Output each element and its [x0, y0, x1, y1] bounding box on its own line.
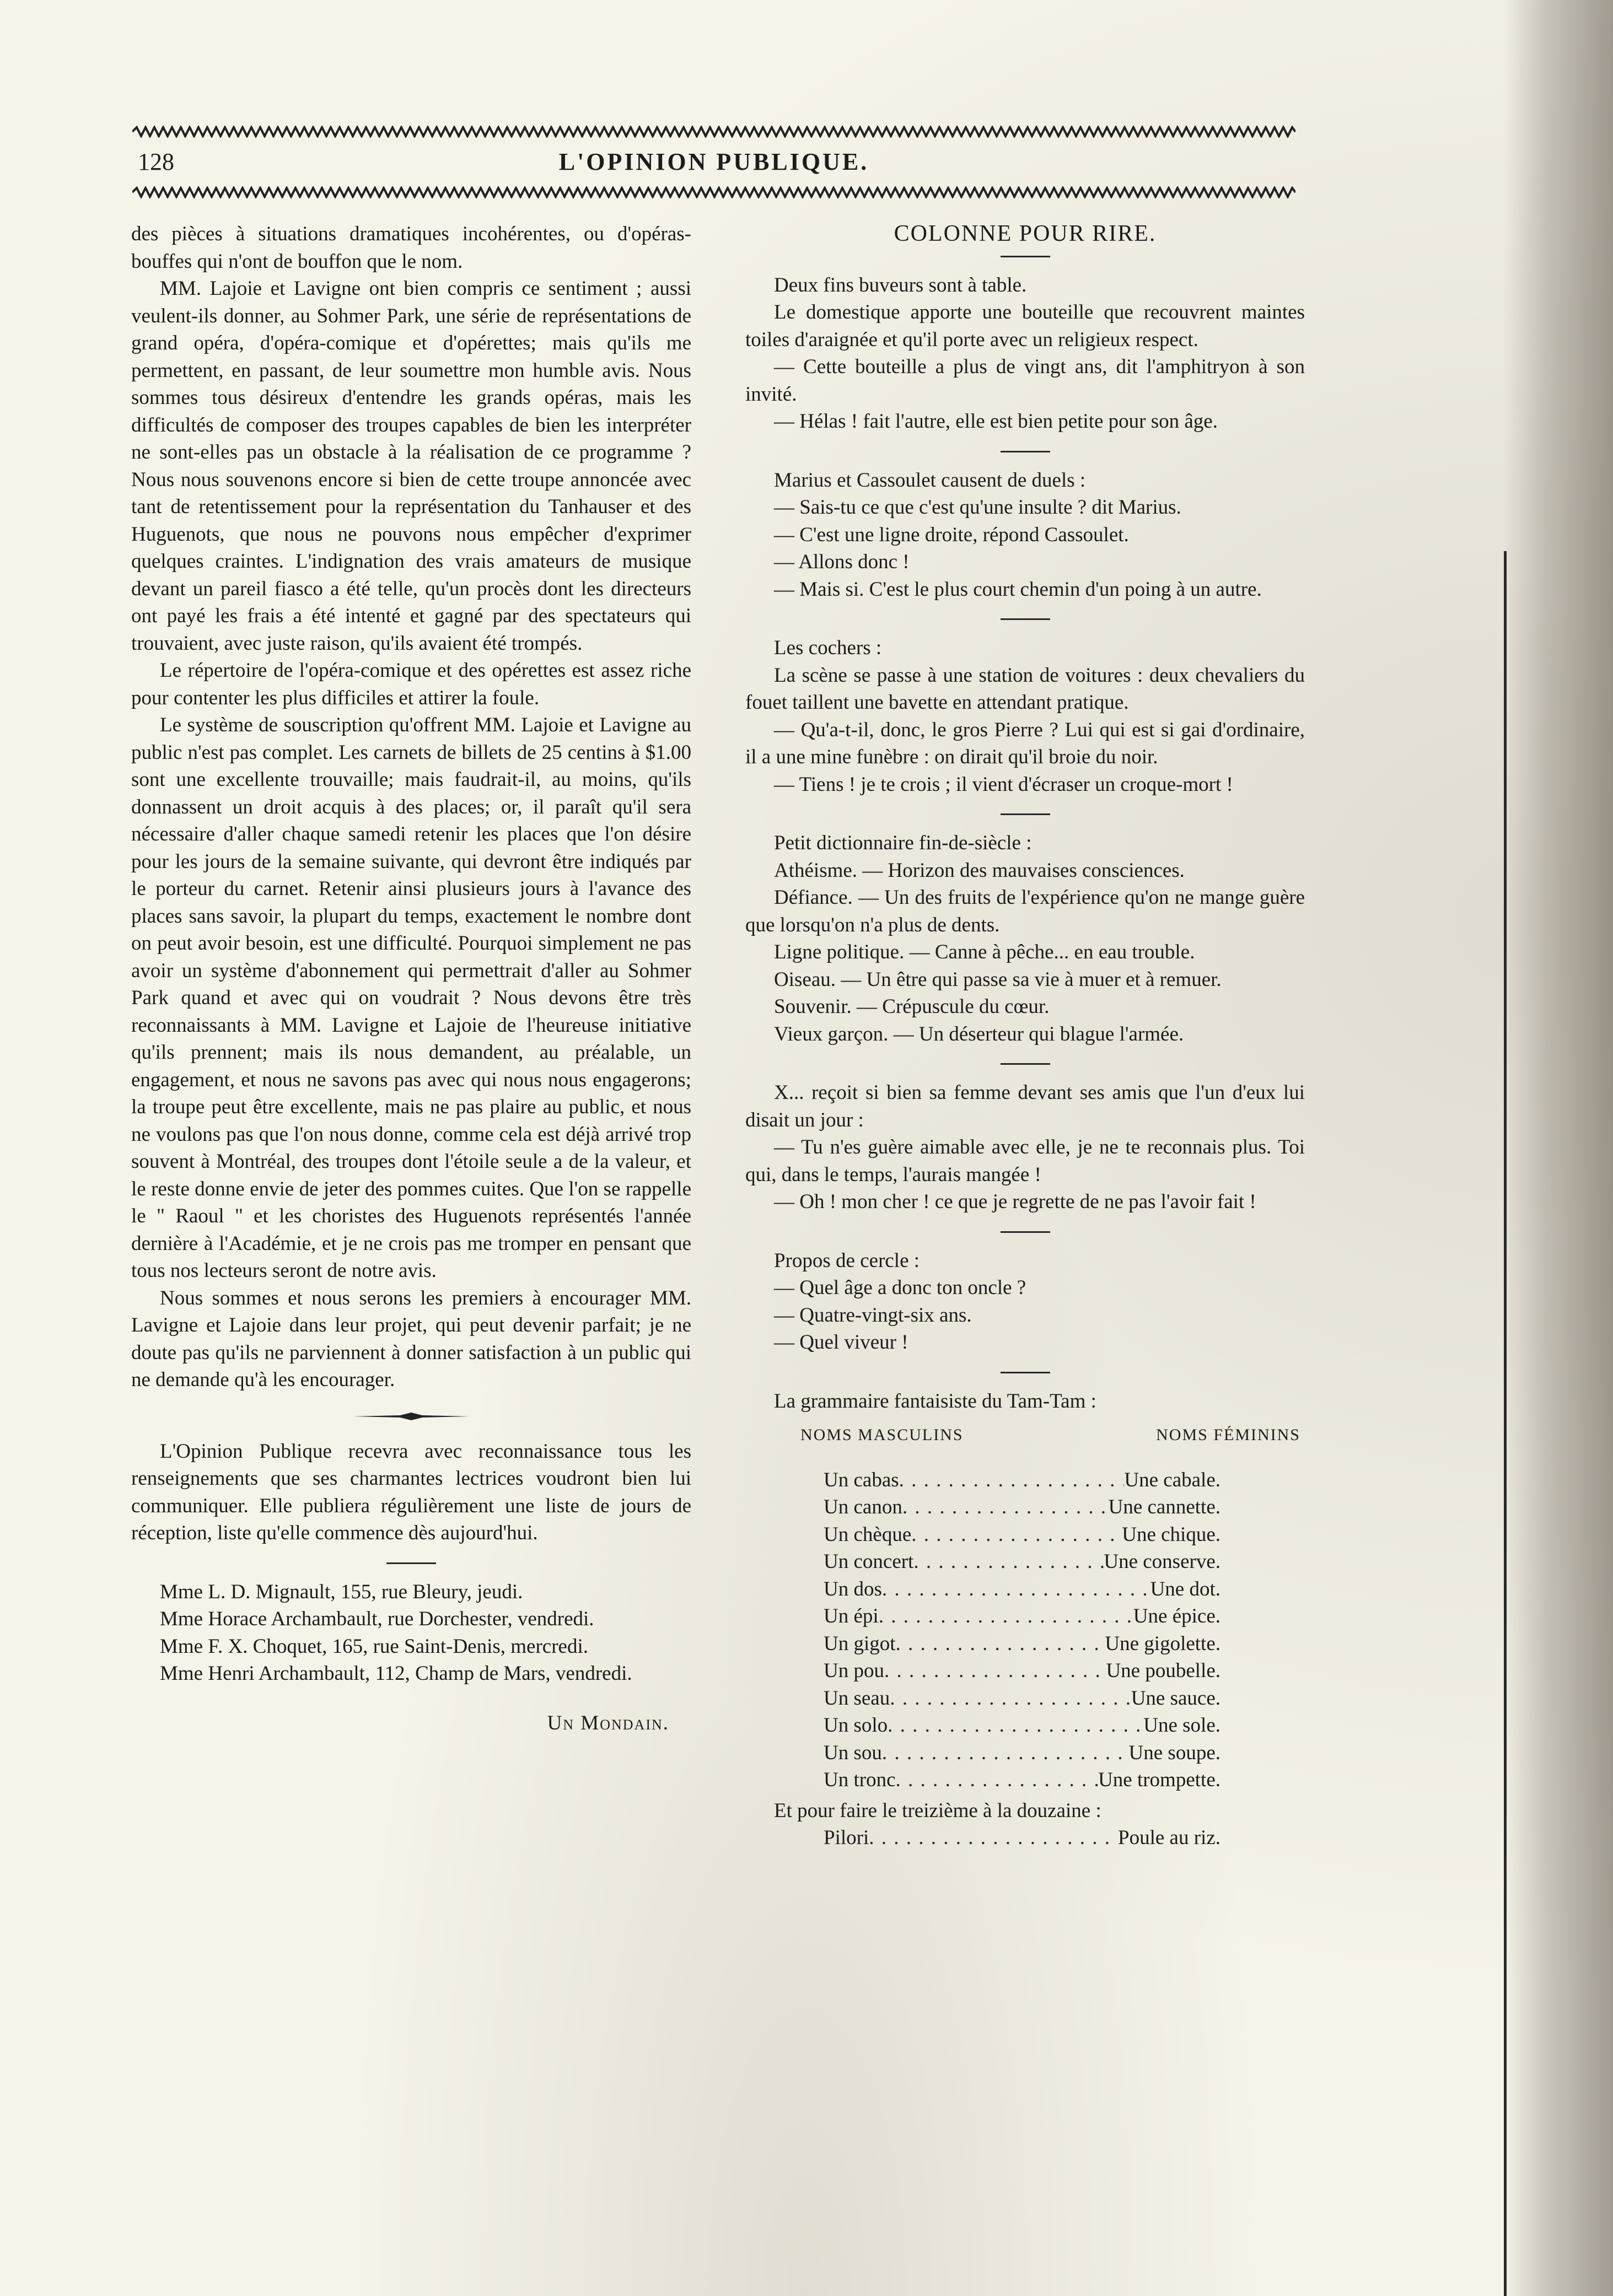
joke-line: — Quel âge a donc ton oncle ?: [774, 1276, 1026, 1299]
dot-leader: [884, 1657, 1106, 1685]
masculine-noun: Pilori: [824, 1826, 869, 1849]
joke-line: — Quatre-vingt-six ans.: [774, 1303, 972, 1327]
article-paragraph: Nous sommes et nous serons les premiers à encourager MM. Lavigne et Lajoie dans leur projet, qui peut devenir parfait; je ne doute pas qu'ils ne parviennent à donner satisfaction à un public qui ne demande qu'à les encourager.: [131, 1286, 691, 1391]
dictionary-line: Vieux garçon. — Un déserteur qui blague l'armée.: [774, 1022, 1184, 1045]
grammar-intro: La grammaire fantaisiste du Tam-Tam :: [774, 1389, 1096, 1413]
joke-line: — Mais si. C'est le plus court chemin d'un poing à un autre.: [774, 578, 1262, 601]
grammar-table-header: [745, 1421, 1305, 1449]
article-paragraph: des pièces à situations dramatiques incohérentes, ou d'opéras-bouffes qui n'ont de bouffon que le nom.: [131, 223, 691, 273]
left-column: [131, 220, 691, 1737]
feminine-noun: Une gigolette.: [1105, 1632, 1220, 1655]
joke-line: — Tu n'es guère aimable avec elle, je ne te reconnais plus. Toi qui, dans le temps, l'aurais mangée !: [745, 1136, 1305, 1186]
header-wavy-rule-bottom: [132, 186, 1295, 198]
reception-list: [131, 1578, 691, 1688]
page-number: 128: [138, 148, 174, 175]
dictionary-line: Ligne politique. — Canne à pêche... en eau trouble.: [774, 941, 1195, 963]
notice-paragraph: L'Opinion Publique recevra avec reconnaissance tous les renseignements que ses charmantes lectrices voudront bien lui communiquer. Elle publiera régulièrement une liste de jours de réception, liste qu'elle commence dès aujourd'hui.: [131, 1440, 691, 1544]
section-divider: [1001, 1231, 1050, 1233]
section-divider: [1001, 256, 1050, 257]
grammar-row: [824, 1630, 1220, 1658]
section-divider: [1001, 1063, 1050, 1065]
grammar-table-extra: [824, 1824, 1220, 1852]
joke-line: — Tiens ! je te crois ; il vient d'écraser un croque-mort !: [774, 773, 1233, 796]
masculine-noun: Un concert: [824, 1550, 914, 1573]
feminine-noun: Une dot.: [1150, 1577, 1220, 1600]
grammar-row: [824, 1603, 1220, 1630]
masculine-noun: Un sou: [824, 1741, 882, 1764]
dot-leader: [890, 1685, 1131, 1712]
joke-line: X... reçoit si bien sa femme devant ses amis que l'un d'eux lui disait un jour :: [745, 1081, 1305, 1131]
feminine-noun: Une sole.: [1143, 1714, 1220, 1737]
dot-leader: [896, 1766, 1099, 1794]
dictionary-line: Souvenir. — Crépuscule du cœur.: [774, 995, 1050, 1018]
feminine-noun: Une cannette.: [1108, 1496, 1220, 1518]
masculine-noun: Un dos: [824, 1577, 882, 1600]
dictionary-line: Oiseau. — Un être qui passe sa vie à muer et à remuer.: [774, 968, 1222, 991]
ornament-divider: [353, 1413, 469, 1420]
joke-line: Deux fins buveurs sont à table.: [774, 273, 1027, 297]
grammar-row: [824, 1739, 1220, 1767]
joke-line: — Oh ! mon cher ! ce que je regrette de ne pas l'avoir fait !: [774, 1190, 1256, 1213]
grammar-row: [824, 1657, 1220, 1685]
grammar-row: [824, 1824, 1220, 1852]
feminine-noun: Une cabale.: [1124, 1468, 1220, 1491]
joke-line: — Sais-tu ce que c'est qu'une insulte ? dit Marius.: [774, 496, 1181, 519]
grammar-row: [824, 1494, 1220, 1521]
column-title: COLONNE POUR RIRE.: [894, 221, 1157, 246]
grammar-row: [824, 1685, 1220, 1712]
grammar-row: [824, 1548, 1220, 1576]
dozen-intro: Et pour faire le treizième à la douzaine :: [774, 1799, 1101, 1822]
dot-leader: [882, 1576, 1150, 1603]
section-divider: [386, 1562, 436, 1564]
dot-leader: [888, 1712, 1143, 1739]
reception-entry: Mme Henri Archambault, 112, Champ de Mars, vendredi.: [160, 1662, 632, 1685]
dictionary-line: Athéisme. — Horizon des mauvaises consciences.: [774, 859, 1185, 882]
section-divider: [1001, 618, 1050, 620]
feminine-noun: Une trompette.: [1098, 1769, 1220, 1791]
joke-line: — Hélas ! fait l'autre, elle est bien petite pour son âge.: [774, 410, 1218, 433]
feminine-noun: Poule au riz.: [1118, 1826, 1220, 1849]
masculine-noun: Un seau: [824, 1686, 890, 1710]
right-column: [745, 220, 1305, 1852]
dot-leader: [882, 1739, 1129, 1767]
grammar-row: [824, 1521, 1220, 1549]
grammar-row: [824, 1467, 1220, 1494]
joke-line: — Qu'a-t-il, donc, le gros Pierre ? Lui qui est si gai d'ordinaire, il a une mine funèbre : on dirait qu'il broie du noir.: [745, 718, 1305, 768]
header-masculine: NOMS MASCULINS: [800, 1426, 964, 1444]
masculine-noun: Un pou: [824, 1659, 884, 1682]
joke-line: Le domestique apporte une bouteille que recouvrent maintes toiles d'araignée et qu'il porte avec un religieux respect.: [745, 301, 1305, 351]
dot-leader: [879, 1603, 1133, 1630]
joke-line: La scène se passe à une station de voitures : deux chevaliers du fouet taillent une bavette en attendant pratique.: [745, 664, 1305, 714]
masculine-noun: Un cabas: [824, 1468, 899, 1491]
section-divider: [1001, 813, 1050, 815]
dot-leader: [913, 1548, 1104, 1576]
masculine-noun: Un tronc: [824, 1769, 896, 1791]
article-paragraph: MM. Lajoie et Lavigne ont bien compris ce sentiment ; aussi veulent-ils donner, au Sohmer Park, une série de représentations de grand opéra, d'opéra-comique et d'opérettes; mais qu'ils me permettent, en passant, de leur soumettre mon humble avis. Nous sommes tous désireux d'entendre les grands opéras, mais les difficultés de composer des troupes capables de bien les interpréter ne sont-elles pas un obstacle à la réalisation de ce programme ? Nous nous souvenons encore si bien de cette troupe annoncée avec tant de retentissement pour la représentation du Tanhauser et des Huguenots, que nous ne pouvons nous empêcher d'exprimer quelques craintes. L'indignation des vrais amateurs de musique devant un pareil fiasco a été telle, qu'un procès dont les directeurs ont payé les frais a été intenté et gagné par des spectateurs qui trouvaient, avec juste raison, qu'ils avaient été trompés.: [131, 277, 691, 655]
joke-line: Les cochers :: [774, 637, 882, 659]
dot-leader: [869, 1824, 1118, 1852]
grammar-row: [824, 1766, 1220, 1794]
joke-line: — Allons donc !: [774, 551, 910, 573]
feminine-noun: Une poubelle.: [1106, 1659, 1220, 1682]
dot-leader: [902, 1494, 1109, 1521]
binding-edge: [1504, 551, 1507, 2296]
masculine-noun: Un gigot: [824, 1632, 896, 1655]
reception-entry: Mme Horace Archambault, rue Dorchester, vendredi.: [160, 1608, 594, 1630]
joke-line: — Cette bouteille a plus de vingt ans, dit l'amphitryon à son invité.: [745, 355, 1305, 406]
binding-shadow: [1503, 0, 1613, 2296]
feminine-noun: Une épice.: [1133, 1605, 1220, 1627]
grammar-table: [824, 1467, 1220, 1794]
feminine-noun: Une sauce.: [1131, 1686, 1220, 1710]
feminine-noun: Une conserve.: [1104, 1550, 1220, 1573]
header-feminine: NOMS FÉMININS: [1156, 1426, 1300, 1444]
grammar-row: [824, 1712, 1220, 1739]
dot-leader: [911, 1521, 1122, 1549]
masculine-noun: Un chèque: [824, 1523, 912, 1546]
joke-line: Marius et Cassoulet causent de duels :: [774, 468, 1086, 492]
journal-title: L'OPINION PUBLIQUE.: [558, 148, 869, 175]
feminine-noun: Une chique.: [1122, 1523, 1220, 1546]
reception-entry: Mme F. X. Choquet, 165, rue Saint-Denis, mercredi.: [160, 1635, 588, 1658]
masculine-noun: Un épi: [824, 1605, 879, 1627]
header-wavy-rule-top: [132, 126, 1295, 138]
section-divider: [1001, 1372, 1050, 1373]
article-paragraph: Le système de souscription qu'offrent MM. Lajoie et Lavigne au public n'est pas complet. Les carnets de billets de 25 centins à $1.00 sont une excellente trouvaille; mais faudrait-il, au moins, qu'ils donnassent un droit acquis à des places; or, il paraît qu'il sera nécessaire d'aller chaque samedi retenir les places que l'on désire pour les jours de la semaine suivante, qui devront être indiqués par le porteur du carnet. Retenir ainsi plusieurs jours à l'avance des places sans savoir, la plupart du temps, exactement le nombre dont on peut avoir besoin, est une difficulté. Pourquoi simplement ne pas avoir un système d'abonnement qui permettrait d'aller au Sohmer Park quand et avec qui on voudrait ? Nous devons être très reconnaissants à MM. Lavigne et Lajoie de l'heureuse initiative qu'ils prennent; mais ils nous demandent, au préalable, un engagement, et nous ne savons pas avec qui nous nous engagerons; la troupe peut être excellente, mais ne pas plaire au public, et nous ne voulons pas que l'on nous donne, comme cela est déjà arrivé trop souvent à Montréal, des troupes dont l'étoile seule a de la valeur, et le reste donne envie de jeter des pommes cuites. Que l'on se rappelle le " Raoul " et les choristes des Huguenots représentés l'année dernière à l'Académie, et je ne crois pas me tromper en pensant que tous nos lecteurs seront de notre avis.: [131, 714, 691, 1282]
masculine-noun: Un canon: [824, 1496, 902, 1518]
dictionary-line: Défiance. — Un des fruits de l'expérience qu'on ne mange guère que lorsqu'on n'a plus de dents.: [745, 886, 1305, 936]
section-divider: [1001, 451, 1050, 452]
joke-line: — Quel viveur !: [774, 1331, 908, 1354]
masculine-noun: Un solo: [824, 1714, 888, 1737]
grammar-row: [824, 1576, 1220, 1603]
article-paragraph: Le répertoire de l'opéra-comique et des opérettes est assez riche pour contenter les plus difficiles et attirer la foule.: [131, 659, 691, 709]
joke-line: — C'est une ligne droite, répond Cassoulet.: [774, 523, 1129, 546]
feminine-noun: Une soupe.: [1128, 1741, 1220, 1764]
dot-leader: [899, 1467, 1125, 1494]
reception-entry: Mme L. D. Mignault, 155, rue Bleury, jeudi.: [160, 1580, 523, 1603]
dot-leader: [896, 1630, 1105, 1658]
dictionary-line: Petit dictionnaire fin-de-siècle :: [774, 832, 1032, 854]
page-header: [132, 148, 1295, 192]
author-signature: Un Mondain.: [547, 1711, 669, 1734]
joke-line: Propos de cercle :: [774, 1249, 920, 1272]
